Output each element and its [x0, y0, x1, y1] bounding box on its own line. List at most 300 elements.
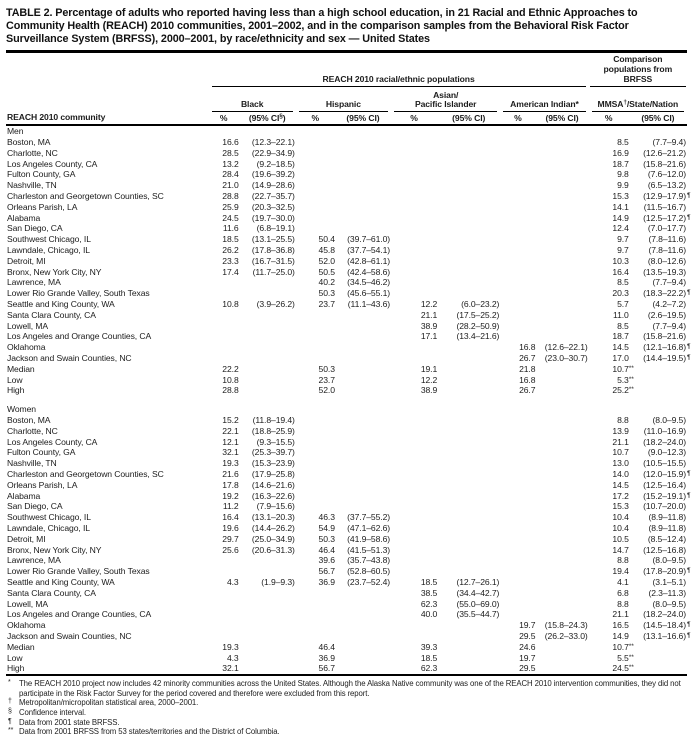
cell-american-indian-pct [500, 245, 535, 256]
cell-api-pct [391, 288, 437, 299]
cell-community: Charlotte, NC [7, 147, 58, 158]
footnote-text: Data from 2001 state BRFSS. [19, 717, 120, 727]
cell-american-indian-pct [500, 491, 535, 502]
cell-community: Alabama [7, 212, 41, 223]
hispanic-pct-header: % [311, 112, 320, 123]
cell-mmsa-ci [629, 642, 687, 653]
cell-american-indian-ci [535, 148, 588, 159]
cell-mmsa-ci: (11.0–16.9) [643, 425, 686, 436]
cell-american-indian-pct [500, 523, 535, 534]
cell-community: Santa Clara County, CA [7, 309, 96, 320]
cell-black-ci: (11.8–19.4) [252, 415, 295, 426]
cell-black-pct: 16.4 [222, 512, 239, 523]
cell-api-ci: (13.4–21.6) [456, 331, 500, 342]
table-row [6, 148, 687, 159]
cell-black-ci: (14.4–26.2) [251, 522, 295, 533]
cell-mmsa-ci: (7.8–11.6) [648, 245, 686, 256]
cell-american-indian-pct [500, 437, 535, 448]
cell-american-indian-ci [535, 256, 588, 267]
cell-api-pct [391, 620, 437, 631]
footnote [8, 708, 689, 718]
cell-mmsa-pct: 8.8 [617, 598, 629, 609]
cell-american-indian-ci [535, 213, 588, 224]
table-row [6, 480, 687, 491]
footnote-marker: ¶ [687, 354, 691, 362]
cell-community: Bronx, New York City, NY [7, 266, 102, 277]
cell-mmsa-pct: 8.8 [617, 415, 629, 426]
cell-api-pct [391, 426, 437, 437]
cell-american-indian-pct [500, 415, 535, 426]
cell-black-ci: (3.9–26.2) [256, 299, 295, 310]
cell-hispanic-ci: (37.7–54.1) [347, 245, 391, 256]
cell-american-indian-pct: 24.6 [519, 641, 536, 652]
cell-mmsa-pct: 5.5 ** [617, 652, 634, 663]
cell-american-indian-pct [500, 545, 535, 556]
cell-community: Lowell, MA [7, 320, 49, 331]
cell-black-pct: 19.3 [222, 458, 239, 469]
footnote-marker: ¶ [687, 567, 691, 575]
cell-hispanic-ci [335, 437, 391, 448]
table-row [6, 213, 687, 224]
cell-mmsa-pct: 14.1 [612, 201, 629, 212]
cell-american-indian-pct [500, 501, 535, 512]
cell-mmsa-ci: (12.1–16.8) ¶ [643, 342, 691, 353]
cell-community: Boston, MA [7, 415, 51, 426]
cell-api-ci: (55.0–69.0) [456, 598, 500, 609]
cell-black-pct [209, 555, 239, 566]
cell-mmsa-pct: 14.9 [612, 630, 629, 641]
cell-american-indian-pct [500, 577, 535, 588]
cell-american-indian-pct [500, 234, 535, 245]
cell-api-pct [391, 555, 437, 566]
table-row [6, 609, 687, 620]
cell-black-pct: 17.8 [222, 479, 239, 490]
cell-american-indian-pct: 26.7 [519, 353, 536, 364]
cell-api-ci [437, 169, 500, 180]
cell-american-indian-ci [535, 545, 588, 556]
cell-api-pct [391, 277, 437, 288]
cell-american-indian-ci [535, 288, 588, 299]
table-row [6, 245, 687, 256]
cell-black-pct: 10.8 [222, 299, 239, 310]
table-row [6, 599, 687, 610]
cell-hispanic-ci [335, 202, 391, 213]
cell-black-ci [239, 588, 296, 599]
cell-mmsa-pct: 5.7 [617, 299, 629, 310]
cell-american-indian-ci [535, 415, 588, 426]
cell-black-ci [239, 342, 296, 353]
cell-mmsa-pct: 12.4 [612, 223, 629, 234]
cell-american-indian-ci [535, 234, 588, 245]
cell-hispanic-pct: 50.3 [318, 363, 335, 374]
cell-mmsa-pct: 20.3 [612, 288, 629, 299]
cell-hispanic-pct: 36.9 [318, 576, 335, 587]
cell-community: Nashville, TN [7, 180, 57, 191]
table-row [6, 202, 687, 213]
cell-mmsa-pct: 10.7 [612, 447, 629, 458]
section-header-row [6, 125, 687, 137]
cell-hispanic-ci: (45.6–55.1) [347, 288, 391, 299]
table-row [6, 577, 687, 588]
cell-american-indian-ci [535, 609, 588, 620]
cell-american-indian-pct: 16.8 [519, 342, 536, 353]
cell-mmsa-ci: (11.5–16.7) [643, 201, 686, 212]
cell-american-indian-ci [535, 437, 588, 448]
cell-mmsa-ci: (7.8–11.6) [648, 234, 686, 245]
cell-american-indian-ci [535, 534, 588, 545]
table-row [6, 523, 687, 534]
cell-black-ci: (17.8–36.8) [251, 245, 295, 256]
cell-black-ci [239, 599, 296, 610]
cell-hispanic-pct: 40.2 [318, 277, 335, 288]
cell-black-ci [239, 566, 296, 577]
cell-mmsa-ci: (7.7–9.4) [652, 137, 686, 148]
cell-community: Lawndale, Chicago, IL [7, 522, 90, 533]
cell-hispanic-pct: 50.3 [318, 288, 335, 299]
cell-hispanic-ci [335, 342, 391, 353]
hispanic-column-label: Hispanic [299, 100, 388, 112]
cell-black-pct: 19.6 [222, 522, 239, 533]
table-title: TABLE 2. Percentage of adults who reported having less than a high school education, in 21 Racial and Ethnic Approaches to Community Health (REACH) 2010 communities, 2001–2002, and in the comparison samples from the Behavioral Risk Factor Surveillance System (BRFSS), 2000–2001, by race/ethnicity and sex — United States [6, 7, 638, 46]
cell-mmsa-ci: (14.5–18.4) ¶ [643, 620, 691, 631]
cell-community: Jackson and Swain Counties, NC [7, 630, 132, 641]
cell-community: Los Angeles County, CA [7, 436, 98, 447]
cell-mmsa-pct: 10.7 ** [612, 641, 634, 652]
cell-mmsa-ci: (3.1–5.1) [652, 576, 686, 587]
cell-american-indian-ci [535, 191, 588, 202]
cell-community: Lower Rio Grande Valley, South Texas [7, 566, 150, 577]
mmsa-ci-header: (95% CI) [641, 112, 675, 123]
cell-hispanic-pct [296, 191, 335, 202]
table-row [6, 234, 687, 245]
cell-hispanic-pct [296, 501, 335, 512]
cell-api-ci [437, 191, 500, 202]
cell-black-pct: 17.4 [222, 266, 239, 277]
cell-black-ci: (9.2–18.5) [256, 158, 295, 169]
cell-mmsa-pct: 15.3 [612, 191, 629, 202]
cell-api-ci [437, 385, 500, 396]
cell-american-indian-ci [535, 426, 588, 437]
cell-api-ci [437, 631, 500, 642]
cell-api-pct [391, 534, 437, 545]
cell-american-indian-pct [500, 566, 535, 577]
cell-american-indian-pct [500, 331, 535, 342]
cell-black-pct [209, 566, 239, 577]
cell-mmsa-ci [629, 375, 687, 386]
cell-hispanic-pct [296, 169, 335, 180]
cell-hispanic-pct [296, 202, 335, 213]
footnote-marker: ¶ [8, 717, 12, 725]
cell-black-ci: (9.3–15.5) [256, 436, 295, 447]
cell-community: San Diego, CA [7, 501, 63, 512]
cell-black-pct: 25.9 [222, 201, 239, 212]
cell-american-indian-pct: 16.8 [519, 374, 536, 385]
cell-hispanic-pct [296, 631, 335, 642]
cell-american-indian-pct [500, 223, 535, 234]
cell-black-ci: (20.6–31.3) [251, 544, 295, 555]
cell-hispanic-ci [335, 501, 391, 512]
cell-mmsa-pct: 24.5 ** [612, 663, 634, 674]
cell-api-ci [437, 137, 500, 148]
section-label: Women [7, 404, 36, 415]
cell-api-ci [437, 491, 500, 502]
cell-api-pct: 62.3 [420, 598, 438, 609]
cell-hispanic-pct [296, 137, 335, 148]
cell-api-pct [391, 523, 437, 534]
cell-mmsa-pct: 9.9 [617, 180, 629, 191]
cell-hispanic-ci [335, 609, 391, 620]
cell-community: Alabama [7, 490, 41, 501]
cell-hispanic-pct [296, 609, 335, 620]
cell-hispanic-pct [296, 321, 335, 332]
cell-hispanic-pct: 46.3 [318, 512, 335, 523]
mmsa-pct-header: % [604, 112, 613, 123]
cell-black-ci [239, 555, 296, 566]
cell-black-pct [209, 599, 239, 610]
cell-mmsa-pct: 10.4 [612, 522, 629, 533]
cell-api-ci: (35.5–44.7) [456, 609, 500, 620]
table-row [6, 555, 687, 566]
cell-hispanic-pct [296, 437, 335, 448]
cell-american-indian-pct [500, 426, 535, 437]
table-row [6, 353, 687, 364]
cell-api-pct [391, 256, 437, 267]
cell-hispanic-pct: 45.8 [318, 245, 335, 256]
cell-black-pct: 10.8 [222, 374, 239, 385]
cell-black-pct: 28.8 [222, 191, 239, 202]
cell-american-indian-pct: 29.5 [519, 663, 536, 674]
cell-community: Jackson and Swain Counties, NC [7, 353, 132, 364]
footnote-text: Metropolitan/micropolitan statistical area, 2000–2001. [19, 698, 199, 708]
cell-api-pct: 21.1 [420, 309, 438, 320]
cell-api-ci [437, 277, 500, 288]
black-pct-header: % [219, 112, 228, 123]
cell-american-indian-pct [500, 148, 535, 159]
cell-american-indian-pct: 19.7 [519, 620, 536, 631]
cell-black-ci [239, 277, 296, 288]
cell-hispanic-pct: 54.9 [318, 522, 335, 533]
cell-hispanic-ci [335, 159, 391, 170]
cell-mmsa-ci: (8.0–9.5) [652, 598, 686, 609]
cell-american-indian-ci [535, 202, 588, 213]
cell-hispanic-ci [335, 353, 391, 364]
cell-black-pct: 12.1 [222, 436, 239, 447]
cell-api-ci [437, 342, 500, 353]
cell-mmsa-pct: 9.8 [617, 169, 629, 180]
cell-api-ci [437, 555, 500, 566]
cell-mmsa-ci: (14.4–19.5) ¶ [643, 353, 691, 364]
cell-api-pct: 38.9 [420, 385, 438, 396]
cell-black-pct: 32.1 [222, 663, 239, 674]
cell-mmsa-pct: 25.2 ** [612, 385, 634, 396]
cell-api-ci [437, 437, 500, 448]
cell-hispanic-pct [296, 159, 335, 170]
cell-black-ci [239, 310, 296, 321]
table-row [6, 277, 687, 288]
cell-mmsa-pct: 18.7 [612, 331, 629, 342]
cell-hispanic-pct: 52.0 [318, 255, 335, 266]
cell-black-pct: 24.5 [222, 212, 239, 223]
cell-hispanic-ci [335, 663, 391, 675]
cell-mmsa-ci: (8.0–12.6) [647, 255, 686, 266]
cell-hispanic-pct [296, 426, 335, 437]
cell-american-indian-ci [535, 299, 588, 310]
cell-american-indian-pct [500, 299, 535, 310]
cell-black-pct: 25.6 [222, 544, 239, 555]
cell-mmsa-ci [629, 653, 687, 664]
table-row [6, 159, 687, 170]
cell-mmsa-pct: 14.9 [612, 212, 629, 223]
cell-api-ci [437, 545, 500, 556]
cell-hispanic-ci [335, 415, 391, 426]
cell-mmsa-ci: (12.5–17.2) ¶ [643, 212, 691, 223]
cell-american-indian-ci [535, 512, 588, 523]
cell-api-ci [437, 458, 500, 469]
cell-community: Lawndale, Chicago, IL [7, 245, 90, 256]
table-row [6, 375, 687, 386]
cell-hispanic-ci: (11.1–43.6) [347, 299, 391, 310]
cell-hispanic-ci [335, 631, 391, 642]
cell-black-pct: 11.6 [222, 223, 239, 234]
cell-api-pct [391, 180, 437, 191]
cell-american-indian-pct [500, 213, 535, 224]
table-row [6, 534, 687, 545]
cell-american-indian-pct [500, 256, 535, 267]
cell-api-ci [437, 288, 500, 299]
comparison-group-label: Comparison populations from BRFSS [590, 54, 686, 87]
cell-hispanic-pct [296, 469, 335, 480]
cell-api-pct [391, 447, 437, 458]
cell-hispanic-ci [335, 169, 391, 180]
cell-black-pct [209, 321, 239, 332]
cell-mmsa-ci: (8.0–9.5) [652, 415, 686, 426]
cell-hispanic-ci: (42.4–58.6) [347, 266, 391, 277]
cell-community: Charleston and Georgetown Counties, SC [7, 191, 164, 202]
table-row [6, 469, 687, 480]
cell-mmsa-ci: (18.2–24.0) [643, 609, 686, 620]
cell-api-ci [437, 620, 500, 631]
footnote [8, 718, 689, 728]
cell-mmsa-pct: 16.9 [612, 147, 629, 158]
cell-black-pct: 15.2 [222, 415, 239, 426]
cell-american-indian-ci [535, 267, 588, 278]
cell-hispanic-ci [335, 331, 391, 342]
black-column-group [209, 87, 296, 112]
cell-community: Oklahoma [7, 620, 46, 631]
cell-black-ci: (16.7–31.5) [251, 255, 295, 266]
cell-american-indian-pct [500, 534, 535, 545]
cell-american-indian-ci [535, 653, 588, 664]
asian-pacific-islander-ci-header: (95% CI) [452, 112, 486, 123]
table-row [6, 545, 687, 556]
cell-black-pct: 23.3 [222, 255, 239, 266]
cell-american-indian-pct [500, 277, 535, 288]
section-header-row [6, 404, 687, 415]
cell-mmsa-pct: 8.5 [617, 320, 629, 331]
cell-black-ci [239, 364, 296, 375]
cell-hispanic-ci: (23.7–52.4) [347, 576, 391, 587]
cell-black-pct: 18.5 [222, 234, 239, 245]
cell-api-pct [391, 491, 437, 502]
cell-hispanic-ci: (37.7–55.2) [347, 512, 391, 523]
cell-mmsa-pct: 8.5 [617, 137, 629, 148]
cell-community: Los Angeles and Orange Counties, CA [7, 609, 152, 620]
table-row [6, 364, 687, 375]
asian-pacific-islander-pct-header: % [410, 112, 418, 123]
cell-community: Fulton County, GA [7, 447, 76, 458]
table-row [6, 653, 687, 664]
cell-hispanic-pct [296, 331, 335, 342]
cell-mmsa-ci: (15.8–21.6) [643, 158, 686, 169]
cell-mmsa-ci [629, 385, 687, 396]
cell-american-indian-ci [535, 480, 588, 491]
cell-hispanic-ci [335, 321, 391, 332]
cell-mmsa-ci: (7.6–12.0) [647, 169, 686, 180]
cell-mmsa-pct: 14.5 [612, 342, 629, 353]
footnote-marker: ** [628, 386, 634, 394]
cell-mmsa-pct: 6.8 [617, 587, 629, 598]
cell-api-ci [437, 234, 500, 245]
cell-api-pct [391, 213, 437, 224]
cell-community: Charleston and Georgetown Counties, SC [7, 469, 164, 479]
cell-api-ci [437, 159, 500, 170]
cell-api-pct [391, 458, 437, 469]
cell-hispanic-pct: 46.4 [318, 641, 335, 652]
cell-hispanic-ci [335, 480, 391, 491]
cell-api-ci [437, 256, 500, 267]
cell-hispanic-ci [335, 213, 391, 224]
cell-api-ci [437, 202, 500, 213]
cell-black-pct [209, 353, 239, 364]
cell-hispanic-ci: (42.8–61.1) [347, 255, 391, 266]
table-row [6, 321, 687, 332]
table-row [6, 491, 687, 502]
mmsa-column-group [589, 87, 687, 112]
cell-mmsa-ci: (4.2–7.2) [652, 299, 686, 310]
cell-american-indian-ci: (12.6–22.1) [544, 342, 588, 353]
table-row [6, 447, 687, 458]
cell-black-ci [239, 321, 296, 332]
cell-api-pct [391, 137, 437, 148]
cell-hispanic-pct [296, 415, 335, 426]
footnote-text: Confidence interval. [19, 707, 86, 717]
footnote-marker: ¶ [687, 343, 691, 351]
cell-mmsa-pct: 5.3 ** [617, 374, 634, 385]
footnote-marker: ** [628, 364, 634, 372]
cell-hispanic-pct: 46.4 [318, 544, 335, 555]
cell-american-indian-pct [500, 169, 535, 180]
cell-hispanic-ci: (41.5–51.3) [347, 544, 391, 555]
cell-hispanic-ci [335, 137, 391, 148]
cell-api-ci [437, 213, 500, 224]
cell-black-pct [209, 331, 239, 342]
footnotes [6, 679, 689, 737]
cell-mmsa-ci: (6.5–13.2) [647, 180, 686, 191]
cell-american-indian-ci [535, 642, 588, 653]
cell-api-ci [437, 566, 500, 577]
cell-hispanic-pct [296, 447, 335, 458]
cell-black-pct: 26.2 [222, 245, 239, 256]
cell-community: Charlotte, NC [7, 425, 58, 436]
cell-american-indian-ci [535, 599, 588, 610]
cell-black-pct: 4.3 [226, 576, 239, 587]
table-body [6, 125, 691, 675]
cell-black-ci [239, 620, 296, 631]
cell-api-pct: 18.5 [420, 652, 438, 663]
cell-hispanic-pct [296, 620, 335, 631]
cell-black-ci [239, 288, 296, 299]
cell-black-ci: (19.7–30.0) [251, 212, 295, 223]
